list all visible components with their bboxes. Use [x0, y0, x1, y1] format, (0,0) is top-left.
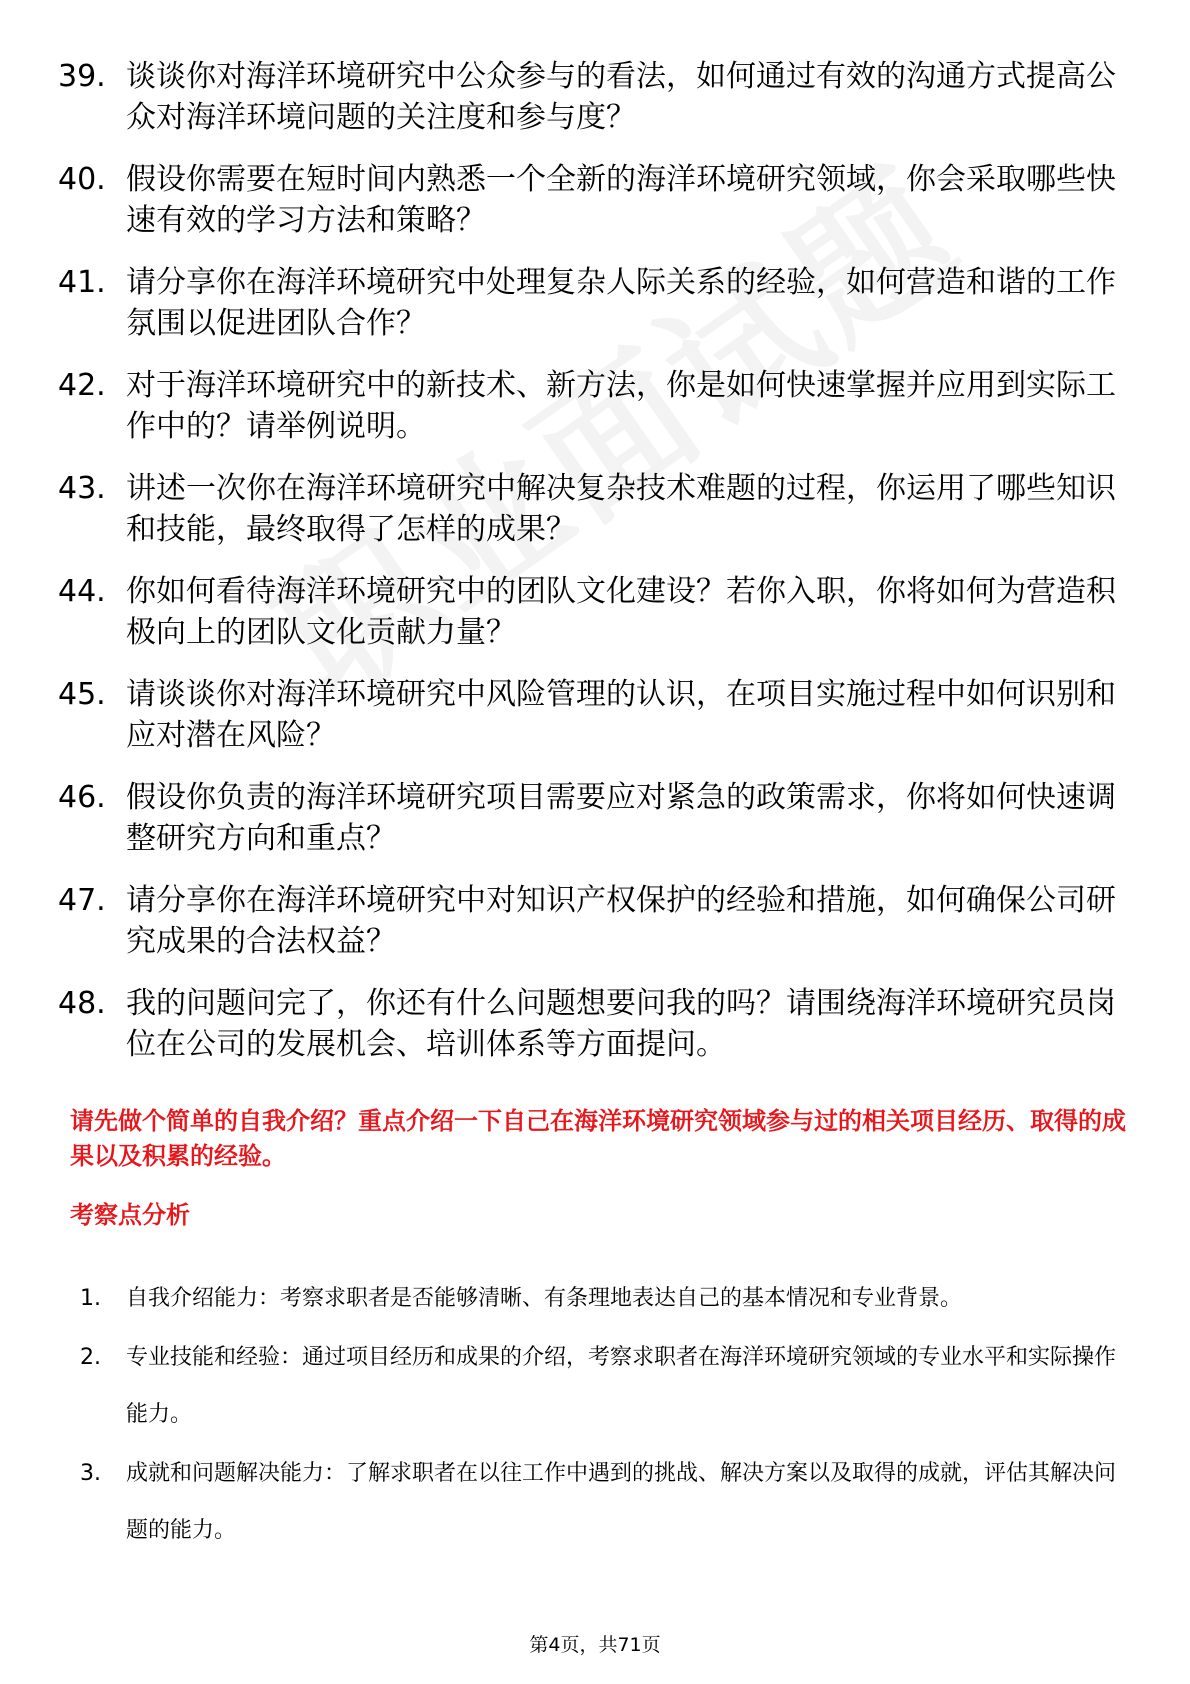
- analysis-item: [80, 1445, 1130, 1559]
- question-item: [58, 468, 1128, 550]
- question-text: 讲述一次你在海洋环境研究中解决复杂技术难题的过程，你运用了哪些知识和技能，最终取得了怎样的成果？: [126, 471, 1116, 547]
- question-text: 你如何看待海洋环境研究中的团队文化建设？若你入职，你将如何为营造积极向上的团队文化贡献力量？: [126, 574, 1116, 650]
- highlighted-question: 请先做个简单的自我介绍？重点介绍一下自己在海洋环境研究领域参与过的相关项目经历、取得的成果以及积累的经验。: [70, 1107, 1126, 1170]
- analysis-number: 1.: [80, 1286, 101, 1311]
- question-list: [58, 56, 1128, 1086]
- analysis-text: 成就和问题解决能力：了解求职者在以往工作中遇到的挑战、解决方案以及取得的成就，评估其解决问题的能力。: [126, 1461, 1117, 1543]
- question-item: [58, 674, 1128, 756]
- question-item: [58, 262, 1128, 344]
- analysis-heading: 考察点分析: [70, 1201, 190, 1229]
- question-item: [58, 159, 1128, 241]
- question-number: 39.: [58, 59, 106, 94]
- question-number: 48.: [58, 986, 106, 1021]
- analysis-number: 2.: [80, 1345, 101, 1370]
- question-item: [58, 571, 1128, 653]
- question-text: 假设你负责的海洋环境研究项目需要应对紧急的政策需求，你将如何快速调整研究方向和重点？: [126, 780, 1116, 856]
- question-item: [58, 777, 1128, 859]
- question-text: 请谈谈你对海洋环境研究中风险管理的认识，在项目实施过程中如何识别和应对潜在风险？: [126, 677, 1116, 753]
- page-footer: 第4页，共71页: [529, 1634, 661, 1656]
- analysis-text: 自我介绍能力：考察求职者是否能够清晰、有条理地表达自己的基本情况和专业背景。: [126, 1286, 963, 1311]
- analysis-item: [80, 1329, 1130, 1443]
- question-text: 请分享你在海洋环境研究中对知识产权保护的经验和措施，如何确保公司研究成果的合法权益？: [126, 883, 1116, 959]
- question-text: 我的问题问完了，你还有什么问题想要问我的吗？请围绕海洋环境研究员岗位在公司的发展机会、培训体系等方面提问。: [126, 986, 1116, 1062]
- analysis-text: 专业技能和经验：通过项目经历和成果的介绍，考察求职者在海洋环境研究领域的专业水平和实际操作能力。: [126, 1345, 1117, 1427]
- question-text: 对于海洋环境研究中的新技术、新方法，你是如何快速掌握并应用到实际工作中的？请举例说明。: [126, 368, 1116, 444]
- question-item: [58, 56, 1128, 138]
- analysis-item: [80, 1270, 1130, 1327]
- question-item: [58, 365, 1128, 447]
- analysis-list: [80, 1270, 1130, 1561]
- question-number: 42.: [58, 368, 106, 403]
- question-text: 请分享你在海洋环境研究中处理复杂人际关系的经验，如何营造和谐的工作氛围以促进团队合作？: [126, 265, 1116, 341]
- analysis-number: 3.: [80, 1461, 101, 1486]
- question-text: 假设你需要在短时间内熟悉一个全新的海洋环境研究领域，你会采取哪些快速有效的学习方法和策略？: [126, 162, 1116, 238]
- question-number: 47.: [58, 883, 106, 918]
- question-number: 46.: [58, 780, 106, 815]
- question-number: 45.: [58, 677, 106, 712]
- question-number: 41.: [58, 265, 106, 300]
- question-text: 谈谈你对海洋环境研究中公众参与的看法，如何通过有效的沟通方式提高公众对海洋环境问题的关注度和参与度？: [126, 59, 1116, 135]
- question-number: 44.: [58, 574, 106, 609]
- question-item: [58, 983, 1128, 1065]
- question-number: 40.: [58, 162, 106, 197]
- question-number: 43.: [58, 471, 106, 506]
- question-item: [58, 880, 1128, 962]
